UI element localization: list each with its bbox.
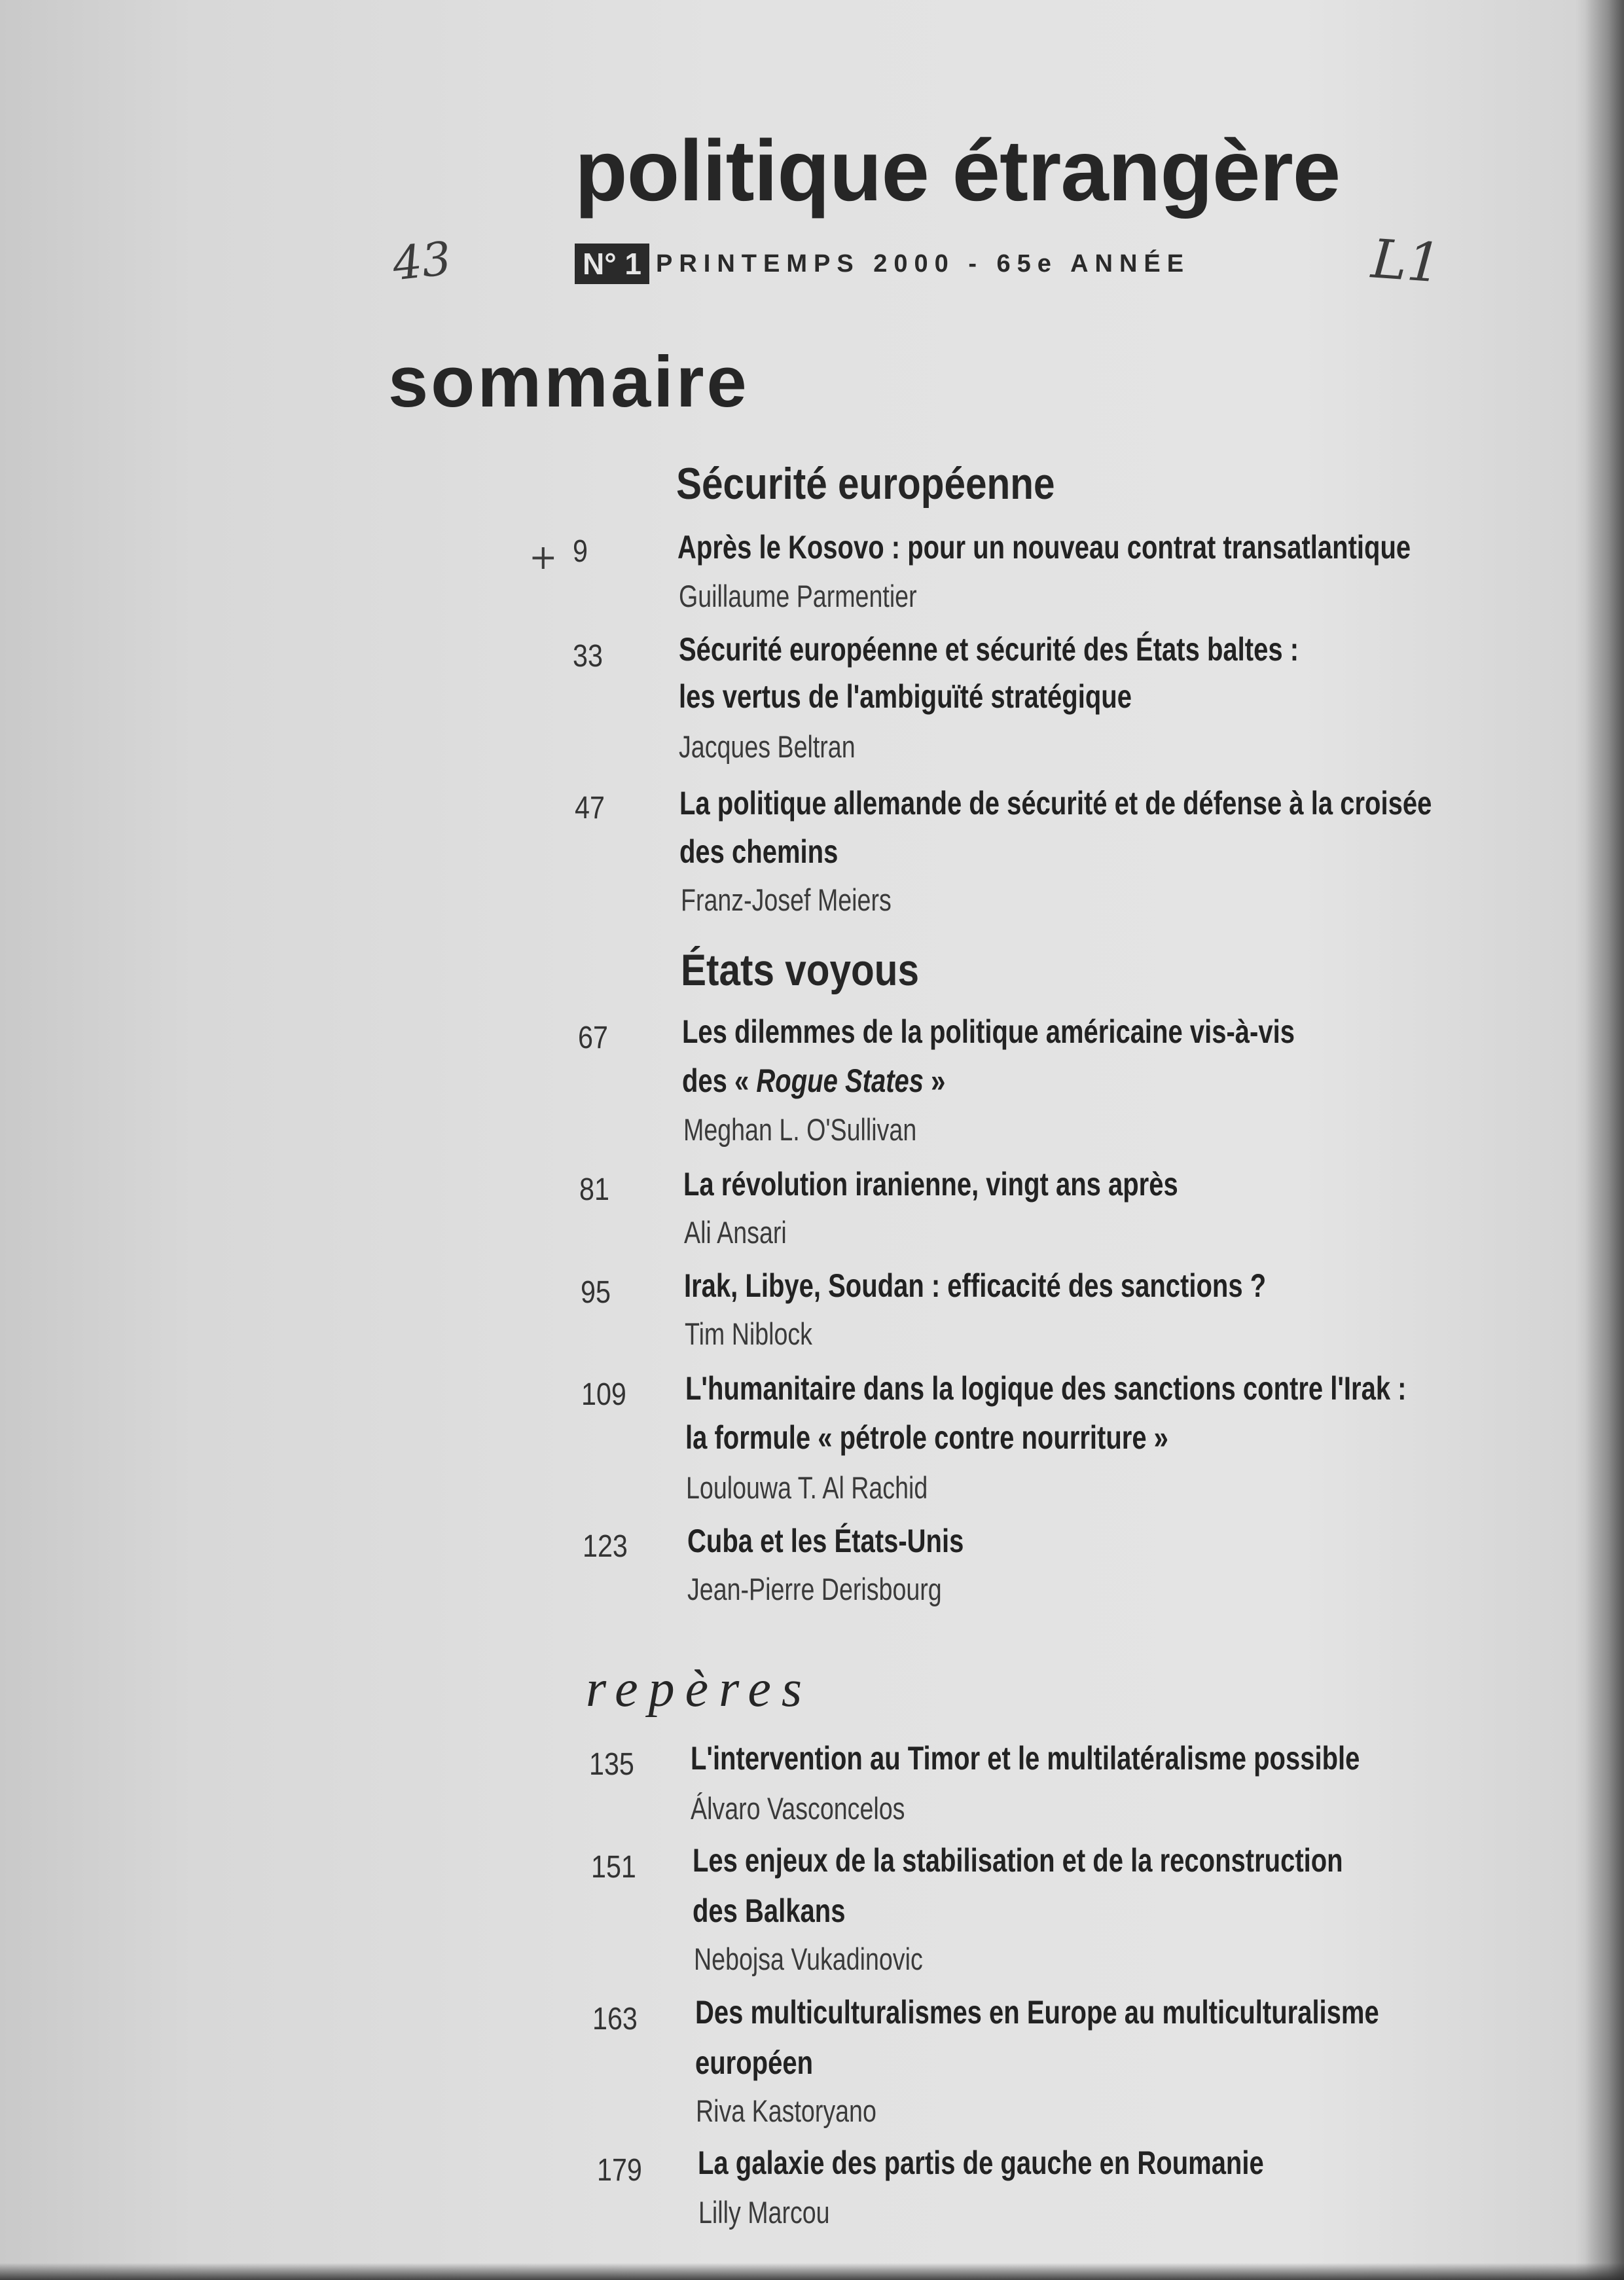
article-author: Nebojsa Vukadinovic — [694, 1942, 923, 1976]
section-title-etats-voyous: États voyous — [681, 945, 919, 995]
page-number: 47 — [575, 791, 605, 825]
handwritten-note-left: 43 — [389, 231, 454, 291]
page-number: 33 — [573, 639, 603, 674]
article-title[interactable]: Des multiculturalismes en Europe au multiculturalisme — [695, 1994, 1379, 2031]
article-author: Ali Ansari — [684, 1215, 787, 1250]
article-title[interactable]: La politique allemande de sécurité et de défense à la croisée — [679, 785, 1432, 822]
page-number: 163 — [592, 2002, 638, 2036]
article-author: Loulouwa T. Al Rachid — [686, 1470, 928, 1505]
section-title-securite: Sécurité européenne — [676, 459, 1055, 509]
article-title[interactable]: Après le Kosovo : pour un nouveau contrat transatlantique — [677, 529, 1411, 566]
page-number: 67 — [578, 1021, 608, 1055]
article-title[interactable]: Irak, Libye, Soudan : efficacité des sanctions ? — [684, 1267, 1267, 1304]
article-author: Jacques Beltran — [679, 729, 856, 764]
article-title[interactable]: L'humanitaire dans la logique des sanctions contre l'Irak : — [685, 1370, 1407, 1407]
article-title[interactable]: Sécurité européenne et sécurité des États baltes : — [679, 631, 1299, 668]
page-number: 151 — [591, 1850, 636, 1885]
article-author: Lilly Marcou — [698, 2195, 830, 2230]
rogue-suffix: » — [924, 1062, 946, 1099]
page-number: 95 — [581, 1275, 611, 1310]
article-author: Jean-Pierre Derisbourg — [687, 1572, 942, 1606]
issue-line — [575, 244, 1190, 284]
page-number: 81 — [579, 1172, 609, 1207]
article-title[interactable]: La galaxie des partis de gauche en Roumanie — [698, 2144, 1264, 2181]
journal-title: politique étrangère — [575, 122, 1341, 219]
rogue-prefix: des « — [682, 1062, 757, 1099]
handwritten-note-right: L1 — [1369, 228, 1443, 295]
article-title[interactable]: Cuba et les États-Unis — [687, 1523, 964, 1559]
article-title[interactable]: Les dilemmes de la politique américaine vis-à-vis — [682, 1013, 1295, 1050]
article-title[interactable]: La révolution iranienne, vingt ans après — [683, 1166, 1178, 1203]
page-number: 179 — [597, 2153, 642, 2188]
article-title-line2[interactable] — [682, 1062, 945, 1100]
article-title-line2[interactable]: des chemins — [679, 833, 839, 870]
article-author: Franz-Josef Meiers — [681, 882, 892, 917]
rogue-states-term: Rogue States — [756, 1062, 924, 1099]
page-heading: sommaire — [388, 342, 749, 422]
article-title[interactable]: L'intervention au Timor et le multilatéralisme possible — [691, 1740, 1360, 1777]
article-author: Tim Niblock — [685, 1316, 812, 1351]
article-title-line2[interactable]: européen — [695, 2044, 814, 2081]
article-title-line2[interactable]: des Balkans — [693, 1892, 846, 1929]
article-title-line2[interactable]: la formule « pétrole contre nourriture » — [685, 1419, 1168, 1456]
issue-badge: N° 1 — [575, 244, 649, 284]
spine-shadow — [1585, 0, 1624, 2280]
article-title-line2[interactable]: les vertus de l'ambiguïté stratégique — [679, 678, 1132, 715]
handwritten-mark: + — [529, 538, 558, 577]
article-author: Riva Kastoryano — [696, 2093, 876, 2128]
article-title[interactable]: Les enjeux de la stabilisation et de la reconstruction — [693, 1842, 1343, 1879]
article-author: Meghan L. O'Sullivan — [683, 1112, 917, 1147]
section-title-reperes: repères — [586, 1660, 812, 1718]
page-number: 9 — [573, 534, 588, 569]
page-number: 109 — [581, 1377, 626, 1412]
bottom-edge — [0, 2263, 1624, 2280]
article-author: Guillaume Parmentier — [679, 579, 917, 613]
page-number: 123 — [583, 1529, 628, 1564]
issue-text: PRINTEMPS 2000 - 65e ANNÉE — [655, 249, 1191, 278]
article-author: Álvaro Vasconcelos — [691, 1791, 905, 1826]
page-number: 135 — [589, 1747, 634, 1782]
